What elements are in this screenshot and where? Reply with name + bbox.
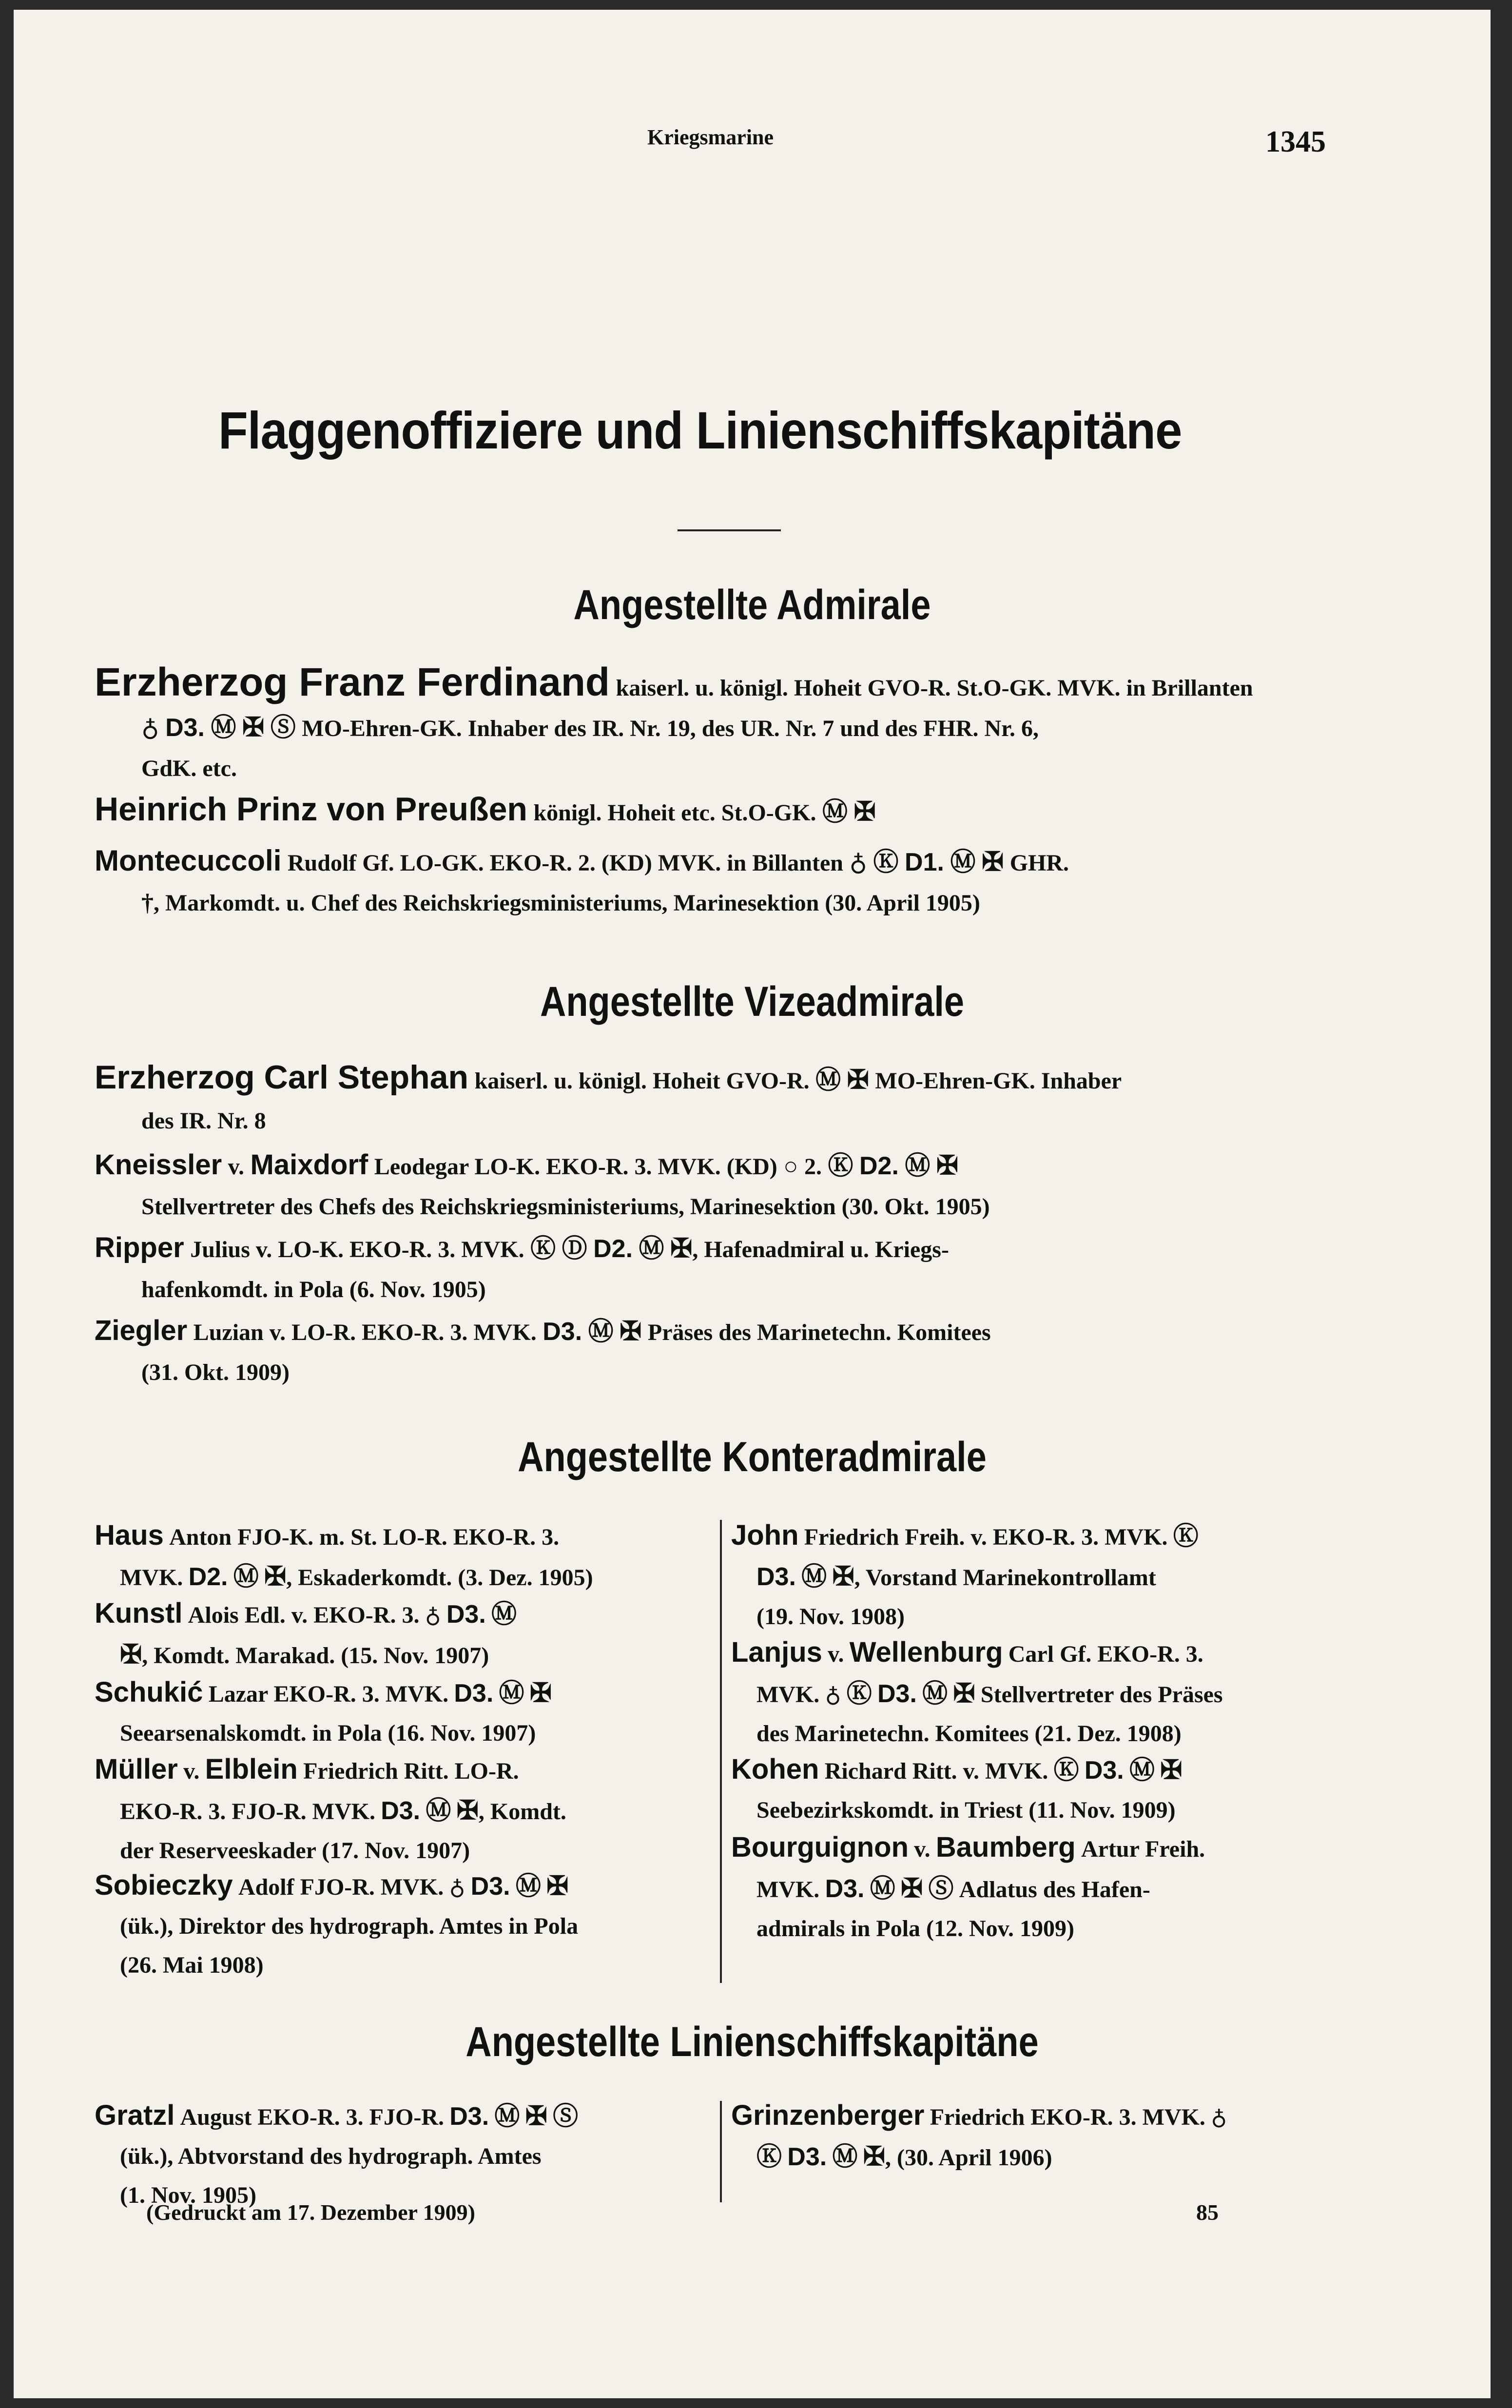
entry-name: Montecuccoli [95,844,282,877]
section-title-vizeadmirale: Angestellte Vizeadmirale [540,978,965,1025]
print-date: (Gedruckt am 17. Dezember 1909) [146,2200,475,2225]
section-title-linienschiffskapitaene: Angestellte Linienschiffskapitäne [465,2019,1039,2065]
entry-name-part: Elblein [205,1753,298,1785]
circle-m-icon: Ⓜ [801,1563,827,1591]
circle-k-icon: Ⓚ [828,1152,853,1180]
circle-m-icon: Ⓜ [491,1601,517,1629]
entry-lanjus: Lanjus v. Wellenburg Carl Gf. EKO-R. 3. MVK. ♁ Ⓚ D3. Ⓜ ✠ Stellvertreter des Präses des Marinetechn. Komitees (21. Dez. 1908) [731,1636,1223,1747]
column-divider [720,2101,722,2202]
circle-m-icon: Ⓜ [499,1680,524,1708]
entry-name: Gratzl [95,2099,175,2131]
cross-icon: ✠ [1160,1755,1182,1785]
entry-name-part: Maixdorf [250,1149,368,1181]
circle-k-icon: Ⓚ [1053,1757,1079,1785]
entry-bourguignon: Bourguignon v. Baumberg Artur Freih. MVK. D3. Ⓜ ✠ Ⓢ Adlatus des Hafen- admirals in Pola (12. Nov. 1909) [731,1831,1205,1942]
cross-icon: ✠ [264,1562,287,1591]
entry-name: Ziegler [95,1315,188,1346]
section-title-konteradmirale: Angestellte Konteradmirale [518,1434,987,1480]
cross-icon: ✠ [853,797,876,826]
entry-gratzl: Gratzl August EKO-R. 3. FJO-R. D3. Ⓜ ✠ Ⓢ (ük.), Abtvorstand des hydrograph. Amtes (1. Nov. 1905) [95,2096,578,2215]
cross-icon: ✠ [847,1065,869,1094]
signature-mark: 85 [1196,2200,1219,2225]
entry-ripper: Ripper Julius v. LO-K. EKO-R. 3. MVK. Ⓚ Ⓓ D2. Ⓜ ✠, Hafenadmiral u. Kriegs- hafenkomdt. in Pola (6. Nov. 1905) [95,1228,949,1309]
circle-m-icon: Ⓜ [815,1067,841,1094]
entry-kneissler: Kneissler v. Maixdorf Leodegar LO-K. EKO-R. 3. MVK. (KD) ○ 2. Ⓚ D2. Ⓜ ✠ Stellvertreter des Chefs des Reichskriegsministeriums, Marinesektion (30. Okt. 1905) [95,1146,990,1226]
circle-m-icon: Ⓜ [211,714,236,742]
circle-m-icon: Ⓜ [950,849,976,876]
circle-m-icon: Ⓜ [922,1680,948,1708]
circle-m-icon: Ⓜ [832,2143,858,2171]
cross-icon: ✠ [936,1151,959,1180]
entry-name: Grinzenberger [731,2099,925,2131]
dagger-icon: † [141,889,154,916]
circle-m-icon: Ⓜ [870,1875,895,1903]
entry-kunstl: Kunstl Alois Edl. v. EKO-R. 3. ♁ D3. Ⓜ ✠, Komdt. Marakad. (15. Nov. 1907) [95,1594,517,1675]
medal-icon: ♁ [1211,2105,1227,2130]
entry-name: Sobieczky [95,1869,233,1901]
circle-k-icon: Ⓚ [1173,1523,1199,1551]
entry-haus: Haus Anton FJO-K. m. St. LO-R. EKO-R. 3. MVK. D2. Ⓜ ✠, Eskaderkomdt. (3. Dez. 1905) [95,1516,593,1597]
page-title: Flaggenoffiziere und Linienschiffskapitäne [218,401,1182,460]
medal-icon: ♁ [849,849,867,876]
circle-m-icon: Ⓜ [426,1797,451,1825]
circle-m-icon: Ⓜ [1129,1757,1155,1785]
entry-name: Müller [95,1753,178,1785]
cross-icon: ✠ [620,1317,642,1346]
circle-k-icon: Ⓚ [873,849,899,876]
entry-name: Bourguignon [731,1831,909,1863]
circle-m-icon: Ⓜ [905,1152,930,1180]
document-page [14,10,1491,2398]
cross-icon: ✠ [529,1678,552,1708]
cross-icon: ✠ [456,1796,479,1825]
entry-name: Haus [95,1519,164,1551]
running-head-section: Kriegsmarine [647,125,774,149]
circle-m-icon: Ⓜ [822,798,848,826]
circle-k-icon: Ⓚ [530,1235,556,1263]
title-rule [678,529,781,531]
cross-icon: ✠ [863,2142,885,2171]
entry-john: John Friedrich Freih. v. EKO-R. 3. MVK. Ⓚ D3. Ⓜ ✠, Vorstand Marinekontrollamt (19. Nov. 1908) [731,1516,1199,1636]
cross-icon: ✠ [525,2101,547,2131]
medal-icon: ♁ [449,1875,465,1900]
cross-icon: ✠ [120,1640,142,1669]
entry-carl-stephan: Erzherzog Carl Stephan kaiserl. u. königl. Hoheit GVO-R. Ⓜ ✠ MO-Ehren-GK. Inhaber des IR. Nr. 8 [95,1059,1122,1134]
column-divider [720,1520,722,1983]
circle-m-icon: Ⓜ [515,1873,541,1901]
entry-name: Lanjus [731,1636,822,1668]
cross-icon: ✠ [981,847,1004,876]
entry-montecuccoli: Montecuccoli Rudolf Gf. LO-GK. EKO-R. 2. (KD) MVK. in Billanten ♁ Ⓚ D1. Ⓜ ✠ GHR. †, Markomdt. u. Chef des Reichskriegsministeriums, Marinesektion (30. April 1905) [95,841,1069,923]
circle-m-icon: Ⓜ [588,1318,614,1346]
entry-name: Erzherzog Franz Ferdinand [95,660,610,704]
ring-icon: ○ [783,1152,798,1180]
entry-franz-ferdinand: Erzherzog Franz Ferdinand kaiserl. u. königl. Hoheit GVO-R. St.O-GK. MVK. in Brillanten ♁ D3. Ⓜ ✠ Ⓢ MO-Ehren-GK. Inhaber des IR. Nr. 19, des UR. Nr. 7 und des FHR. Nr. 6, GdK. etc. [95,660,1253,781]
entry-name: Schukić [95,1676,203,1708]
circle-s-icon: Ⓢ [928,1875,954,1903]
cross-icon: ✠ [546,1871,569,1901]
cross-icon: ✠ [901,1874,923,1903]
entry-name: Heinrich Prinz von Preußen [95,791,527,828]
medal-icon: ♁ [141,714,159,741]
cross-icon: ✠ [670,1234,693,1263]
entry-ziegler: Ziegler Luzian v. LO-R. EKO-R. 3. MVK. D3. Ⓜ ✠ Präses des Marinetechn. Komitees (31. Okt. 1909) [95,1311,991,1392]
entry-name: Kneissler [95,1149,222,1181]
entry-name: Ripper [95,1232,184,1263]
cross-icon: ✠ [242,713,265,742]
entry-name: John [731,1519,799,1551]
circle-k-icon: Ⓚ [846,1680,872,1708]
entry-name: Kohen [731,1753,819,1785]
circle-s-icon: Ⓢ [270,714,296,742]
entry-sobieczky: Sobieczky Adolf FJO-R. MVK. ♁ D3. Ⓜ ✠ (ük.), Direktor des hydrograph. Amtes in Pola (26. Mai 1908) [95,1866,578,1985]
circle-m-icon: Ⓜ [494,2103,520,2131]
cross-icon: ✠ [832,1562,854,1591]
circle-s-icon: Ⓢ [553,2103,579,2131]
entry-kohen: Kohen Richard Ritt. v. MVK. Ⓚ D3. Ⓜ ✠ Seebezirkskomdt. in Triest (11. Nov. 1909) [731,1750,1182,1830]
entry-name-part: Baumberg [935,1831,1076,1863]
entry-mueller: Müller v. Elblein Friedrich Ritt. LO-R. EKO-R. 3. FJO-R. MVK. D3. Ⓜ ✠, Komdt. der Reserveeskader (17. Nov. 1907) [95,1753,566,1864]
section-title-admirale: Angestellte Admirale [573,582,931,628]
medal-icon: ♁ [825,1683,841,1707]
medal-icon: ♁ [425,1603,441,1628]
circle-k-icon: Ⓚ [756,2143,782,2171]
cross-icon: ✠ [953,1679,975,1708]
entry-grinzenberger: Grinzenberger Friedrich EKO-R. 3. MVK. ♁ Ⓚ D3. Ⓜ ✠, (30. April 1906) [731,2096,1227,2177]
entry-name: Erzherzog Carl Stephan [95,1059,469,1096]
circle-m-icon: Ⓜ [233,1563,259,1591]
entry-name: Kunstl [95,1597,183,1629]
page-number: 1345 [1265,125,1326,158]
circle-d-icon: Ⓓ [562,1235,587,1263]
circle-m-icon: Ⓜ [639,1235,664,1263]
entry-heinrich: Heinrich Prinz von Preußen königl. Hoheit etc. St.O-GK. Ⓜ ✠ [95,790,876,833]
entry-schukic: Schukić Lazar EKO-R. 3. MVK. D3. Ⓜ ✠ Seearsenalskomdt. in Pola (16. Nov. 1907) [95,1673,552,1753]
entry-name-part: Wellenburg [849,1636,1003,1668]
